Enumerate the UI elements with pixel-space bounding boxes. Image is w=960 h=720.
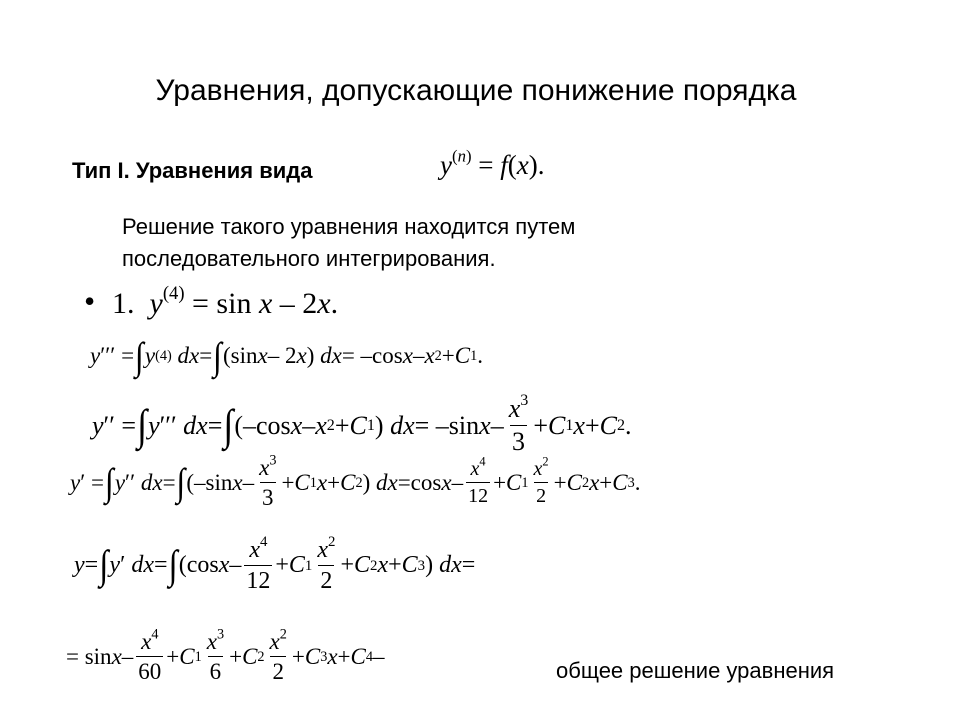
equation-step-1: y ′′′ = ∫ y (4) dx = ∫ (sin x – 2 x ) dx = –cos x – x 2 + C 1 .	[90, 334, 483, 378]
description	[122, 211, 575, 275]
page-title: Уравнения, допускающие понижение порядка	[155, 74, 797, 107]
equation-step-5: = sin x – $\frac{x^4}{60}$ + C 1 $\frac{x^3}{6}$ + C 2 $\frac{x^2}{2}$ + C 3 x + C 4 –	[66, 626, 385, 684]
type-label: Тип I. Уравнения вида	[72, 158, 313, 183]
type-equation: $y^{(n)} = f(x)$.	[440, 146, 545, 180]
equation-step-4: y = ∫ y ′ dx = ∫ (cos x – $\frac{x^4}{12}$ + C 1 $\frac{x^2}{2}$ + C 2 x + C 3 ) dx =	[74, 533, 476, 594]
general-solution-label: общее решение уравнения	[556, 658, 835, 683]
description-line-2: последовательного интегрирования.	[122, 246, 496, 271]
equation-step-3: y ′ = ∫ y ′′ dx = ∫ (–sin x – $\frac{x^3}{3}$ + C 1 x + C 2 ) dx =cos x – $\frac{x^4}{12}$ + C 1 $\frac{x^2}{2}$ + C 2 x + C 3 .	[70, 452, 641, 510]
equation-step-2: y ′′ = ∫ y ′′′ dx = ∫ (–cos x – x 2 + C 1 ) dx = –sin x – $\frac{x^3}{3}$ + C 1 x + C 2 .	[92, 391, 632, 456]
bullet-icon: •	[84, 283, 96, 319]
description-line-1: Решение такого уравнения находится путем	[122, 214, 576, 239]
example-equation: 1. $y^{(4)} = \sin x - 2x$.	[112, 283, 339, 320]
